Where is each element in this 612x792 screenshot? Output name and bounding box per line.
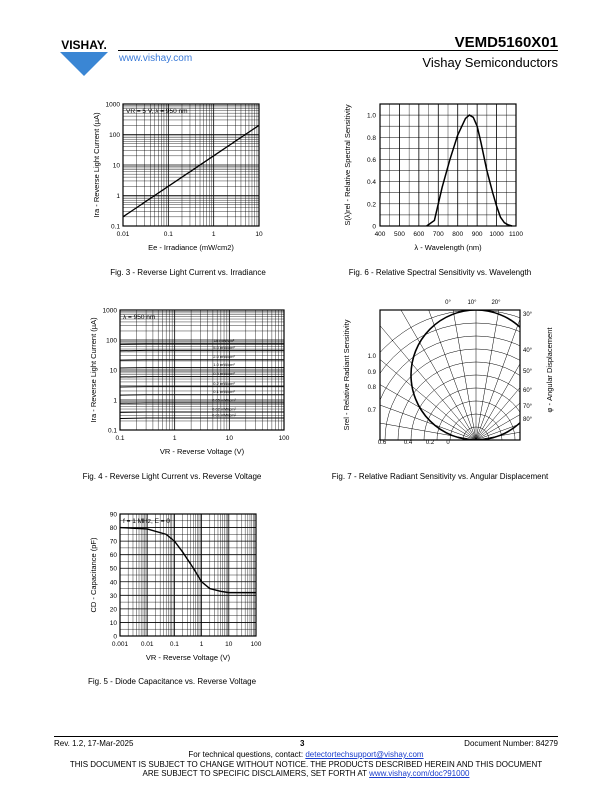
y-tick-label: 0: [113, 633, 117, 641]
part-number: VEMD5160X01: [454, 34, 558, 51]
angle-line: [476, 343, 612, 441]
angle-tick-label: 30°: [523, 312, 533, 318]
caption-fig6: Fig. 6 - Relative Spectral Sensitivity vs. Wavelength: [348, 268, 532, 277]
series-label: 10 mW/cm²: [213, 338, 235, 344]
revision: Rev. 1.2, 17-Mar-2025: [54, 739, 134, 748]
radial-tick-label: 1.0: [367, 354, 376, 360]
series-label: 0.5 mW/cm²: [213, 371, 235, 377]
notice-line-1: THIS DOCUMENT IS SUBJECT TO CHANGE WITHOUT NOTICE. THE PRODUCTS DESCRIBED HEREIN AND THIS DOCUMENT: [69, 760, 543, 769]
y-axis-label: Ira - Reverse Light Current (µA): [89, 317, 98, 423]
tech-contact-label: For technical questions, contact:: [188, 750, 306, 759]
x-axis-label: λ - Wavelength (nm): [414, 243, 482, 252]
y-tick-label: 0.6: [366, 156, 376, 164]
y-tick-label: 0.4: [366, 179, 376, 187]
y-tick-label: 10: [112, 162, 120, 170]
document-number: Document Number: 84279: [464, 739, 558, 748]
x-tick-label: 700: [432, 231, 444, 238]
y-tick-label: 100: [106, 337, 117, 345]
website-link[interactable]: www.vishay.com: [119, 53, 193, 64]
y-tick-label: 50: [109, 565, 117, 573]
radial-tick-label: 0.8: [367, 385, 376, 391]
x-axis-label: VR - Reverse Voltage (V): [159, 447, 245, 456]
y-tick-label: 90: [109, 511, 117, 519]
notice-text: ARE SUBJECT TO SPECIFIC DISCLAIMERS, SET FORTH AT: [142, 769, 370, 778]
svg-text:VISHAY.: VISHAY.: [61, 38, 107, 52]
y-tick-label: 80: [109, 525, 117, 533]
angle-line: [476, 315, 612, 440]
notice-line-2: [0, 769, 612, 778]
page-number: 3: [300, 739, 305, 748]
angle-line: [293, 373, 476, 440]
x-tick-label: 10: [255, 231, 263, 238]
series-label: 5.0 mW/cm²: [213, 344, 235, 350]
company-name: Vishay Semiconductors: [422, 55, 558, 70]
series-label: 0.1 mW/cm²: [213, 389, 235, 395]
x-tick-label: 0.1: [163, 231, 173, 238]
y-tick-label: 0.2: [366, 201, 376, 209]
angle-tick-label: 80°: [523, 417, 533, 423]
angle-tick-label: 50°: [523, 369, 533, 375]
chart-annotation: f = 1 MHz, E = 0: [123, 518, 170, 525]
x-tick-label: 1: [172, 435, 177, 442]
vishay-logo: [52, 38, 116, 83]
y-tick-label: 40: [109, 579, 117, 587]
x-tick-label: 100: [250, 641, 262, 648]
y-tick-label: 0.8: [366, 134, 376, 142]
chart-fig6: [335, 96, 535, 256]
y-tick-label: 10: [109, 367, 117, 375]
angle-tick-label: 70°: [523, 404, 533, 410]
chart-fig3: [90, 96, 290, 256]
x-tick-label: 0.01: [116, 231, 130, 238]
y-tick-label: 70: [109, 538, 117, 546]
chart-fig7: [330, 300, 560, 450]
x-tick-label: 0.001: [111, 641, 129, 648]
y-axis-label: CD - Capacitance (pF): [89, 537, 98, 613]
series-label: 2.0 mW/cm²: [213, 354, 235, 360]
x-tick-label: 1: [199, 641, 204, 648]
angle-tick-label: 10°: [467, 300, 477, 306]
y-axis-label: Srel - Relative Radiant Sensitivity: [342, 319, 351, 431]
y-axis-label: S(λ)rel - Relative Spectral Sensitivity: [343, 104, 352, 226]
series-label: 0.01 mW/cm²: [212, 412, 236, 418]
angle-tick-label: 20°: [491, 300, 501, 306]
radial-tick-label: 0.2: [425, 440, 435, 446]
y-tick-label: 30: [109, 592, 117, 600]
footer-rule: [54, 736, 558, 737]
x-tick-label: 600: [413, 231, 425, 238]
y-axis-label: Ira - Reverse Light Current (µA): [92, 112, 101, 218]
x-tick-label: 0.1: [169, 641, 179, 648]
radial-tick-label: 0.6: [377, 440, 387, 446]
angle-line: [476, 271, 574, 440]
y-tick-label: 100: [109, 132, 120, 139]
chart-annotation: VR = 5 V, λ = 950 nm: [126, 108, 188, 115]
angle-tick-label: 60°: [523, 388, 533, 394]
y-tick-label: 0.1: [107, 427, 117, 435]
series-label: 0.02 mW/cm²: [212, 406, 236, 412]
y-tick-label: 1: [113, 397, 117, 405]
angle-axis-label: φ - Angular Displacement: [545, 327, 554, 413]
caption-fig7: Fig. 7 - Relative Radiant Sensitivity vs. Angular Displacement: [331, 472, 549, 481]
chart-annotation: λ = 950 nm: [123, 314, 156, 321]
caption-fig5: Fig. 5 - Diode Capacitance vs. Reverse Voltage: [87, 677, 257, 686]
x-tick-label: 500: [393, 231, 405, 238]
radial-tick-label: 0: [446, 440, 450, 446]
series-label: 0.05 mW/cm²: [212, 397, 236, 403]
x-tick-label: 400: [374, 231, 386, 238]
angle-line: [307, 343, 476, 441]
angle-line: [476, 257, 543, 440]
x-tick-label: 1000: [489, 231, 504, 238]
series-label: 1.0 mW/cm²: [213, 362, 235, 368]
angle-tick-label: 0°: [445, 300, 451, 306]
tech-contact: [0, 750, 612, 759]
polar-grid: [278, 245, 612, 570]
x-tick-label: 800: [452, 231, 464, 238]
x-tick-label: 0.1: [115, 435, 125, 442]
y-tick-label: 60: [109, 552, 117, 560]
x-axis-label: Ee - Irradiance (mW/cm2): [148, 243, 234, 252]
angle-line: [379, 271, 477, 440]
x-tick-label: 10: [225, 641, 233, 648]
radial-tick-label: 0.4: [403, 440, 413, 446]
angle-tick-label: 40°: [523, 348, 533, 354]
angle-line: [409, 257, 476, 440]
disclaimer-link[interactable]: www.vishay.com/doc?91000: [369, 769, 470, 778]
x-tick-label: 900: [471, 231, 483, 238]
radial-tick-label: 0.9: [367, 370, 376, 376]
x-tick-label: 0.01: [140, 641, 154, 648]
support-email-link[interactable]: detectortechsupport@vishay.com: [305, 750, 424, 759]
x-tick-label: 1: [211, 231, 216, 238]
radial-tick-label: 0.7: [367, 408, 376, 414]
y-tick-label: 1: [116, 193, 120, 200]
y-tick-label: 0.1: [110, 223, 120, 231]
y-tick-label: 1000: [102, 307, 117, 315]
caption-fig3: Fig. 3 - Reverse Light Current vs. Irradiance: [110, 268, 266, 277]
y-tick-label: 0: [372, 223, 376, 231]
x-tick-label: 1100: [509, 231, 523, 238]
chart-fig5: [78, 508, 278, 670]
y-tick-label: 20: [109, 606, 117, 614]
series-label: 0.2 mW/cm²: [213, 381, 235, 387]
x-axis-label: VR - Reverse Voltage (V): [145, 653, 231, 662]
chart-fig4: [90, 300, 300, 465]
y-tick-label: 1.0: [366, 112, 376, 120]
x-tick-label: 100: [278, 435, 290, 442]
x-tick-label: 10: [225, 435, 233, 442]
y-tick-label: 1000: [105, 101, 120, 109]
caption-fig4: Fig. 4 - Reverse Light Current vs. Reverse Voltage: [82, 472, 262, 481]
series-line: [120, 528, 256, 593]
y-tick-label: 10: [109, 619, 117, 627]
